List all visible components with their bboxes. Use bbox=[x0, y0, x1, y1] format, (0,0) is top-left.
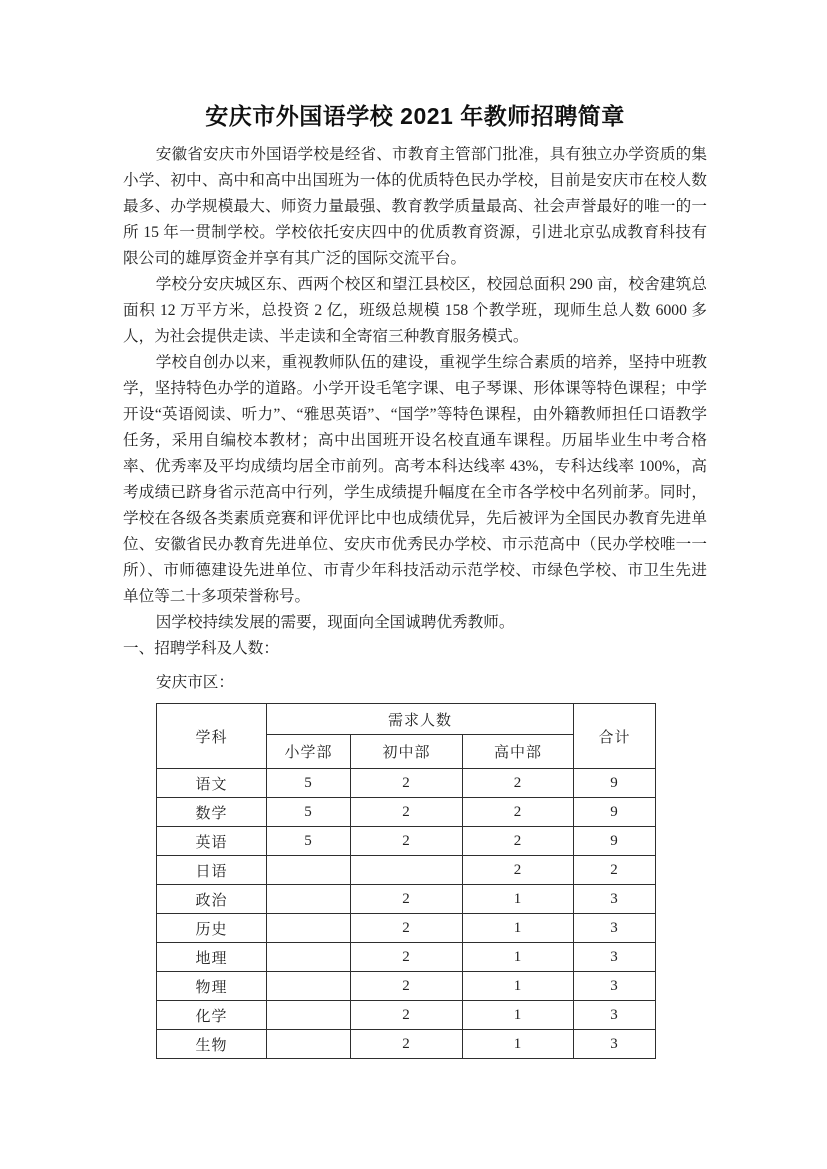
count-cell: 1 bbox=[463, 943, 574, 972]
header-junior-dept: 初中部 bbox=[351, 735, 463, 769]
total-cell: 2 bbox=[574, 856, 656, 885]
row-japanese bbox=[157, 856, 656, 885]
subject-cell: 政治 bbox=[157, 885, 267, 914]
closing-paragraph: 因学校持续发展的需要，现面向全国诚聘优秀教师。 bbox=[155, 614, 515, 631]
document-content bbox=[123, 100, 707, 1059]
total-cell: 3 bbox=[574, 1030, 656, 1059]
total-cell: 9 bbox=[574, 827, 656, 856]
total-cell: 3 bbox=[574, 972, 656, 1001]
count-cell: 2 bbox=[463, 798, 574, 827]
count-cell: 2 bbox=[351, 769, 463, 798]
count-cell bbox=[267, 1030, 351, 1059]
count-cell: 2 bbox=[351, 972, 463, 1001]
total-cell: 3 bbox=[574, 943, 656, 972]
count-cell: 1 bbox=[463, 1030, 574, 1059]
subject-cell: 化学 bbox=[157, 1001, 267, 1030]
subject-cell: 语文 bbox=[157, 769, 267, 798]
row-geography bbox=[157, 943, 656, 972]
row-biology bbox=[157, 1030, 656, 1059]
row-history bbox=[157, 914, 656, 943]
count-cell: 2 bbox=[351, 914, 463, 943]
count-cell: 1 bbox=[463, 1001, 574, 1030]
subject-cell: 日语 bbox=[157, 856, 267, 885]
count-cell: 5 bbox=[267, 798, 351, 827]
count-cell: 2 bbox=[351, 1030, 463, 1059]
intro-paragraph-1: 安徽省安庆市外国语学校是经省、市教育主管部门批准，具有独立办学资质的集小学、初中、高中和高中出国班为一体的优质特色民办学校，目前是安庆市在校人数最多、办学规模最大、师资力量最强、教育教学质量最高、社会声誉最好的唯一的一所 15 年一贯制学校。学校依托安庆四中的优质教育资源，引进北京弘成教育科技有限公司的雄厚资金并享有其广泛的国际交流平台。 bbox=[123, 146, 707, 267]
total-cell: 3 bbox=[574, 914, 656, 943]
count-cell bbox=[267, 914, 351, 943]
count-cell: 2 bbox=[463, 827, 574, 856]
count-cell: 1 bbox=[463, 914, 574, 943]
header-subject: 学科 bbox=[157, 704, 267, 769]
count-cell: 2 bbox=[351, 798, 463, 827]
table-header-row-1 bbox=[157, 704, 656, 735]
count-cell: 2 bbox=[351, 1001, 463, 1030]
row-physics bbox=[157, 972, 656, 1001]
count-cell: 5 bbox=[267, 827, 351, 856]
count-cell bbox=[267, 885, 351, 914]
region-label: 安庆市区： bbox=[156, 674, 234, 691]
subject-cell: 英语 bbox=[157, 827, 267, 856]
intro-paragraph-3: 学校自创办以来，重视教师队伍的建设，重视学生综合素质的培养，坚持中班教学，坚持特色办学的道路。小学开设毛笔字课、电子琴课、形体课等特色课程；中学开设“英语阅读、听力”、“雅思英语”、“国学”等特色课程，由外籍教师担任口语教学任务，采用自编校本教材；高中出国班开设名校直通车课程。历届毕业生中考合格率、优秀率及平均成绩均居全市前列。高考本科达线率 43%，专科达线率 100%，高考成绩已跻身省示范高中行列，学生成绩提升幅度在全市各学校中名列前茅。同时，学校在各级各类素质竞赛和评优评比中也成绩优异，先后被评为全国民办教育先进单位、安徽省民办教育先进单位、安庆市优秀民办学校、市示范高中（民办学校唯一一所）、市师德建设先进单位、市青少年科技活动示范学校、市绿色学校、市卫生先进单位等二十多项荣誉称号。 bbox=[123, 354, 707, 605]
count-cell: 2 bbox=[463, 769, 574, 798]
row-math bbox=[157, 798, 656, 827]
subject-cell: 数学 bbox=[157, 798, 267, 827]
subject-cell: 历史 bbox=[157, 914, 267, 943]
count-cell: 2 bbox=[351, 827, 463, 856]
subject-cell: 生物 bbox=[157, 1030, 267, 1059]
total-cell: 3 bbox=[574, 885, 656, 914]
count-cell: 1 bbox=[463, 885, 574, 914]
subject-cell: 地理 bbox=[157, 943, 267, 972]
count-cell bbox=[267, 1001, 351, 1030]
header-senior-dept: 高中部 bbox=[463, 735, 574, 769]
header-demand-group: 需求人数 bbox=[267, 704, 574, 735]
count-cell: 2 bbox=[351, 943, 463, 972]
row-chemistry bbox=[157, 1001, 656, 1030]
document-title: 安庆市外国语学校 2021 年教师招聘简章 bbox=[205, 103, 625, 129]
section-heading-recruitment: 一、招聘学科及人数： bbox=[123, 640, 279, 657]
intro-paragraph-2: 学校分安庆城区东、西两个校区和望江县校区，校园总面积 290 亩，校舍建筑总面积 12 万平方米，总投资 2 亿，班级总规模 158 个教学班，现师生总人数 6000 多人，为社会提供走读、半走读和全寄宿三种教育服务模式。 bbox=[123, 276, 707, 345]
recruitment-table bbox=[156, 703, 656, 1059]
header-primary-dept: 小学部 bbox=[267, 735, 351, 769]
count-cell: 2 bbox=[463, 856, 574, 885]
count-cell bbox=[267, 943, 351, 972]
row-politics bbox=[157, 885, 656, 914]
header-total: 合计 bbox=[574, 704, 656, 769]
count-cell bbox=[267, 856, 351, 885]
count-cell: 2 bbox=[351, 885, 463, 914]
row-english bbox=[157, 827, 656, 856]
count-cell: 5 bbox=[267, 769, 351, 798]
row-chinese bbox=[157, 769, 656, 798]
count-cell bbox=[267, 972, 351, 1001]
subject-cell: 物理 bbox=[157, 972, 267, 1001]
total-cell: 9 bbox=[574, 798, 656, 827]
count-cell bbox=[351, 856, 463, 885]
total-cell: 3 bbox=[574, 1001, 656, 1030]
total-cell: 9 bbox=[574, 769, 656, 798]
count-cell: 1 bbox=[463, 972, 574, 1001]
